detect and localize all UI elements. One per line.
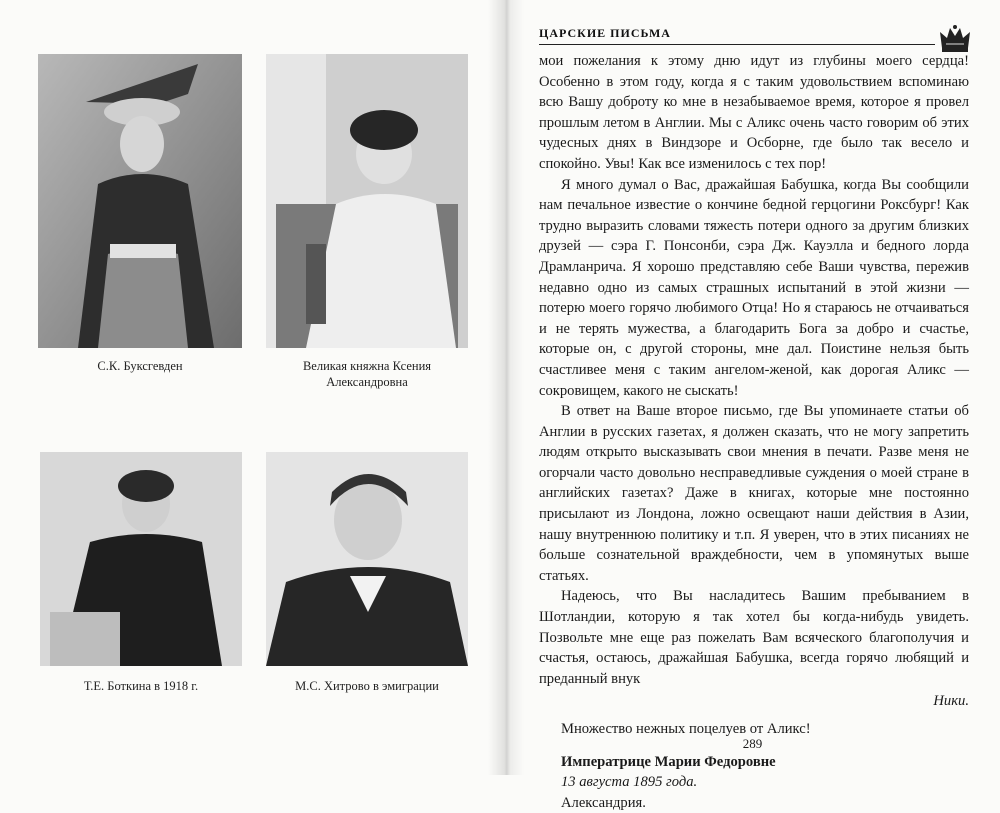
page-number: 289	[742, 736, 763, 751]
postscript: Множество нежных поцелуев от Аликс!	[561, 721, 811, 737]
portrait-woman-hat-image	[38, 54, 242, 348]
photo-khitrovo	[266, 452, 468, 666]
paragraph-2: Я много думал о Вас, дражайшая Бабушка, когда Вы сообщили нам печальное известие о кончине бедной герцогини Роксбург! Как трудно выразить словами тяжесть потери одного за другим близких друзей — сэра Г. Понсонби, сэра Дж. Кауэлла и бедного лорда Драмланрича. Я хорошо представляю себе Ваши чувства, пережив недавно одно из самых страшных испытаний в этой жизни — потерю моего горячо любимого Отца! Но я стараюсь не отчаиваться и не терять мужества, а благодарить Бога за добро и счастье, которые он, с другой стороны, мне дал. Поистине нельзя быть счастливее меня с таким ангелом-женой, как дорогая Аликс — сокровищем, какого не сыскать!	[539, 176, 969, 399]
header-rule	[539, 44, 935, 45]
left-page	[0, 0, 505, 775]
running-head: ЦАРСКИЕ ПИСЬМА	[539, 26, 671, 40]
letter-place: Александрия.	[561, 794, 646, 811]
paragraph-4: Надеюсь, что Вы насладитесь Вашим пребыванием в Шотландии, которую я так хотел бы когда-нибудь увидеть. Позвольте мне еще раз пожелать Вам всяческого благополучия и счастья, остаюсь, дражайшая Бабушка, всегда горячо любящий и преданный внук	[539, 588, 969, 687]
caption-photo-3: Т.Е. Боткина в 1918 г.	[83, 679, 199, 693]
caption-photo-2: Великая княжна Ксения Александровна	[302, 359, 432, 389]
letter-date: 13 августа 1895 года.	[561, 774, 698, 791]
letter-addressee: Императрице Марии Федоровне	[561, 753, 776, 770]
photo-buxhoeveden	[38, 54, 242, 348]
right-page	[505, 0, 1000, 811]
caption-photo-4: М.С. Хитрово в эмиграции	[295, 679, 439, 693]
caption-photo-1: С.К. Буксгевден	[97, 359, 183, 373]
crown-icon	[938, 24, 972, 54]
portrait-seated-woman-image	[266, 54, 468, 348]
photo-botkina	[40, 452, 242, 666]
paragraph-3: В ответ на Ваше второе письмо, где Вы упоминаете статьи об Англии в русских газетах, я должен сказать, что не могу запретить людям открыто высказывать свои мнения в печати. Разве меня не огорчали часто довольно несправедливые суждения о моей стране в английских газетах? Даже в книгах, которые мне постоянно присылают из Лондона, ложно освещают наши действия в Азии, нашу внутреннюю политику и т.п. Я уверен, что в этих писаниях не больше сознательной враждебности, чем в упомянутых выше статьях.	[539, 403, 969, 584]
paragraph-1: мои пожелания к этому дню идут из глубины моего сердца! Особенно в этом году, когда я с таким удовольствием вспоминаю всю Вашу доброту ко мне в незабываемое время, которое я провел прошлым летом в Англии. Мы с Аликс очень часто говорим об этих чудесных днях в Виндзоре и Осборне, где было так весело и спокойно. Увы! Как все изменилось с тех пор!	[539, 53, 969, 172]
letter-text	[539, 51, 969, 813]
portrait-young-woman-image	[40, 452, 242, 666]
portrait-older-woman-image	[266, 452, 468, 666]
signature: Ники.	[933, 693, 969, 710]
photo-ksenia	[266, 54, 468, 348]
